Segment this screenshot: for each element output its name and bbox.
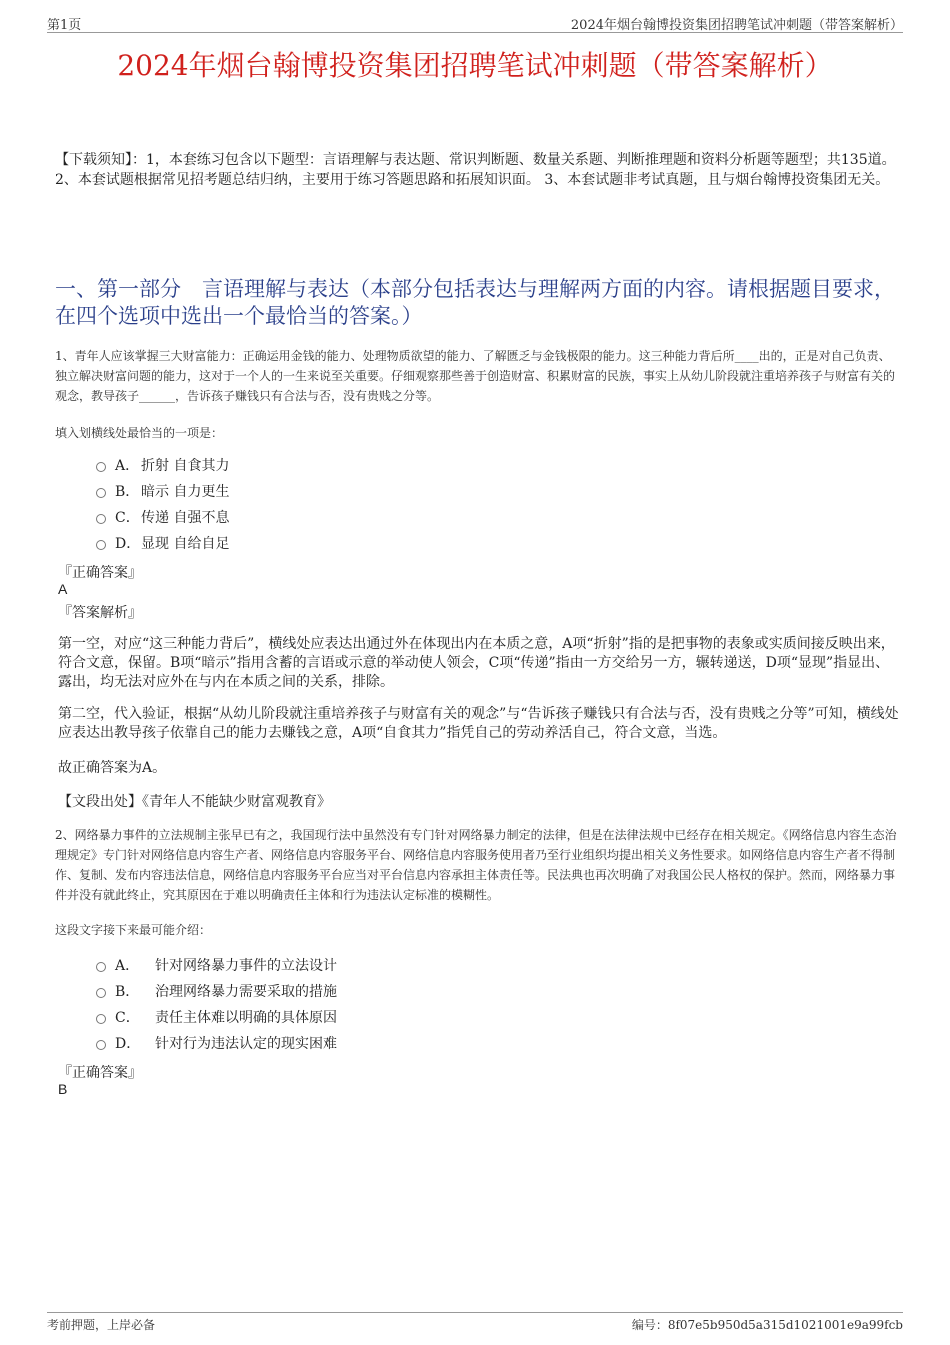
question-2-answer-label: 『正确答案』	[58, 1065, 142, 1081]
question-2-stem: 这段文字接下来最可能介绍：	[55, 923, 212, 937]
question-1-analysis-label: 『答案解析』	[58, 605, 142, 621]
footer-slogan: 考前押题，上岸必备	[47, 1318, 156, 1332]
question-1-options	[96, 452, 229, 556]
page-footer	[47, 1312, 903, 1333]
question-2-option-b[interactable]: B． 治理网络暴力需要采取的措施	[96, 978, 337, 1004]
radio-icon[interactable]	[96, 988, 106, 998]
section-heading: 一、第一部分 言语理解与表达（本部分包括表达与理解两方面的内容。请根据题目要求，在四个选项中选出一个最恰当的答案。）	[55, 277, 895, 328]
question-2-answer: B	[58, 1081, 68, 1097]
radio-icon[interactable]	[96, 462, 106, 472]
page-header	[47, 14, 903, 33]
header-doc-title: 2024年烟台翰博投资集团招聘笔试冲刺题（带答案解析）	[570, 18, 903, 33]
question-1-analysis-2: 第二空，代入验证，根据“从幼儿阶段就注重培养孩子与财富有关的观念”与“告诉孩子赚钱只有合法与否，没有贵贱之分等”可知，横线处应表达出教导孩子依靠自己的能力去赚钱之意，A项“自食其力”指凭自己的劳动养活自己，符合文意，当选。	[58, 706, 899, 741]
question-1-option-d[interactable]: D． 显现 自给自足	[96, 530, 229, 556]
page-number: 第1页	[47, 18, 82, 33]
question-1-text: 1、青年人应该掌握三大财富能力：正确运用金钱的能力、处理物质欲望的能力、了解匮乏与金钱极限的能力。这三种能力背后所____出的，正是对自己负责、独立解决财富问题的能力，这对于一个人的一生来说至关重要。仔细观察那些善于创造财富、积累财富的民族，事实上从幼儿阶段就注重培养孩子与财富有关的观念，教导孩子______，告诉孩子赚钱只有合法与否，没有贵贱之分等。	[55, 349, 896, 403]
radio-icon[interactable]	[96, 514, 106, 524]
question-2-option-a[interactable]: A． 针对网络暴力事件的立法设计	[96, 952, 337, 978]
question-2-options	[96, 952, 337, 1056]
radio-icon[interactable]	[96, 1040, 106, 1050]
download-notice: 【下载须知】：1，本套练习包含以下题型：言语理解与表达题、常识判断题、数量关系题、判断推理题和资料分析题等题型；共135道。 2、本套试题根据常见招考题总结归纳，主要用于练习答题思路和拓展知识面。 3、本套试题非考试真题，且与烟台翰博投资集团无关。	[55, 152, 896, 188]
question-1-answer-label: 『正确答案』	[58, 565, 142, 581]
document-title: 2024年烟台翰博投资集团招聘笔试冲刺题（带答案解析）	[117, 49, 833, 82]
footer-doc-id: 编号：8f07e5b950d5a315d1021001e9a99fcb	[631, 1318, 903, 1332]
question-1-answer: A	[58, 581, 68, 597]
question-1-analysis-3: 故正确答案为A。	[58, 760, 167, 776]
radio-icon[interactable]	[96, 540, 106, 550]
question-1-option-a[interactable]: A． 折射 自食其力	[96, 452, 229, 478]
question-2-option-d[interactable]: D． 针对行为违法认定的现实困难	[96, 1030, 337, 1056]
question-1-source: 【文段出处】《青年人不能缺少财富观教育》	[58, 794, 331, 810]
question-2-option-c[interactable]: C． 责任主体难以明确的具体原因	[96, 1004, 337, 1030]
question-1-option-c[interactable]: C． 传递 自强不息	[96, 504, 229, 530]
question-1-stem: 填入划横线处最恰当的一项是：	[55, 426, 224, 440]
question-2-text: 2、网络暴力事件的立法规制主张早已有之，我国现行法中虽然没有专门针对网络暴力制定的法律，但是在法律法规中已经存在相关规定。《网络信息内容生态治理规定》专门针对网络信息内容生产者、网络信息内容服务平台、网络信息内容服务使用者乃至行业组织均提出相关义务性要求。如网络信息内容生产者不得制作、复制、发布内容违法信息，网络信息内容服务平台应当对平台信息内容承担主体责任等。民法典也再次明确了对我国公民人格权的保护。然而，网络暴力事件并没有就此终止，究其原因在于难以明确责任主体和行为违法认定标准的模糊性。	[55, 828, 897, 902]
question-1-analysis-1: 第一空，对应“这三种能力背后”，横线处应表达出通过外在体现出内在本质之意，A项“折射”指的是把事物的表象或实质间接反映出来，符合文意，保留。B项“暗示”指用含蓄的言语或示意的举动使人领会，C项“传递”指由一方交给另一方，辗转递送，D项“显现”指显出、露出，均无法对应外在与内在本质之间的关系，排除。	[58, 636, 895, 690]
question-1-option-b[interactable]: B． 暗示 自力更生	[96, 478, 229, 504]
radio-icon[interactable]	[96, 962, 106, 972]
radio-icon[interactable]	[96, 488, 106, 498]
radio-icon[interactable]	[96, 1014, 106, 1024]
